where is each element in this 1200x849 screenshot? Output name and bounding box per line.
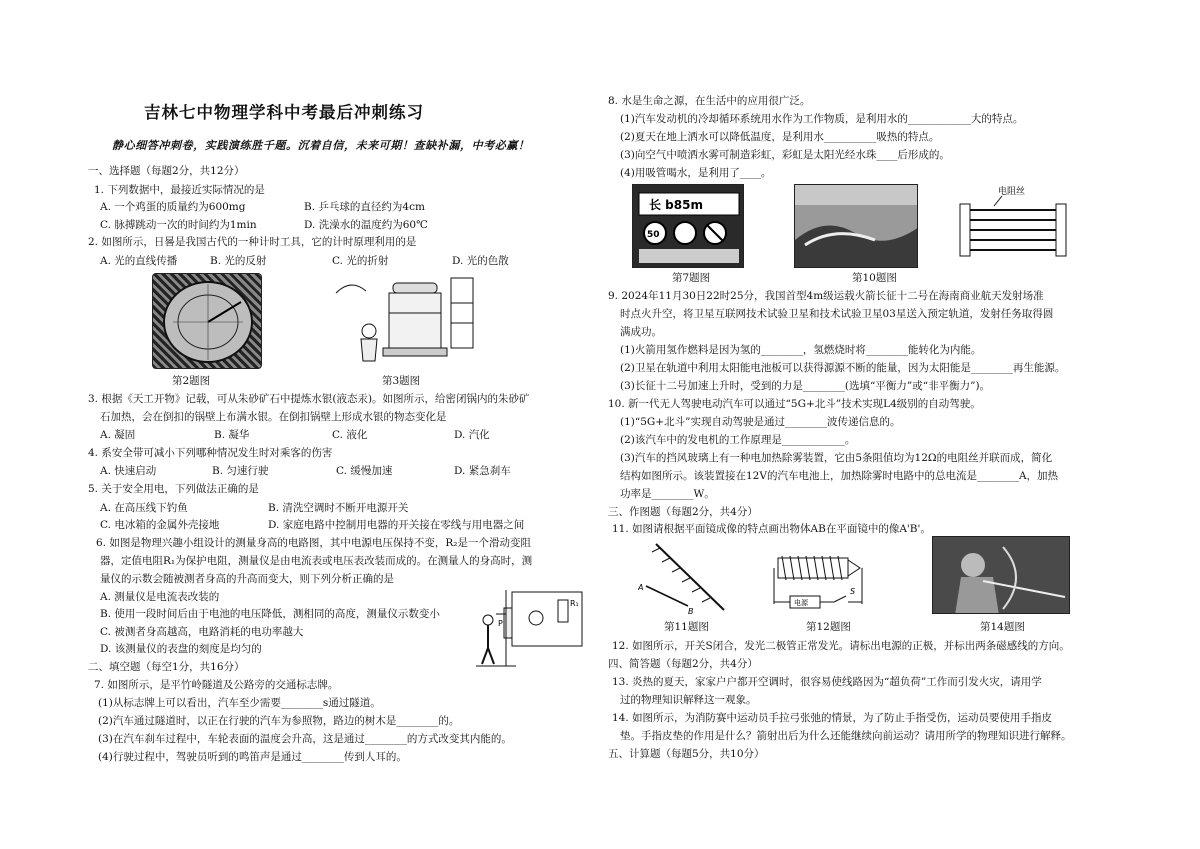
q6-stem-line3: 量仪的示数会随被测者身高的升高而变大，则下列分析正确的是: [100, 573, 394, 585]
q1-option-b: B. 乒乓球的直径约为4cm: [304, 201, 425, 213]
q7-part4: (4)行驶过程中，驾驶员听到的鸣笛声是通过________传到人耳的。: [98, 751, 407, 763]
q10-part3-line3: 功率是________W。: [620, 488, 715, 500]
q9-stem-line1: 9. 2024年11月30日22时25分，我国首型4m级运载火箭长征十二号在海南商业航天发射场准: [608, 290, 1044, 302]
heater-wire-diagram: [954, 184, 1072, 264]
q9-part1: (1)火箭用氢作燃料是因为氢的________，氢燃烧时将________能转化为内能。: [620, 344, 982, 356]
fig3-caption: 第3题图: [382, 375, 421, 387]
q9-stem-line3: 满成功。: [620, 326, 662, 338]
q8-stem: 8. 水是生命之源，在生活中的应用很广泛。: [608, 95, 811, 107]
q6-stem-line2: 器，定值电阻R₁为保护电阻，测量仪是由电流表或电压表改装而成的。在测量人的身高时，测: [100, 555, 533, 567]
q4-option-d: D. 紧急刹车: [454, 465, 511, 477]
q10-stem: 10. 新一代无人驾驶电动汽车可以通过“5G+北斗”技术实现L4级别的自动驾驶。: [608, 398, 981, 410]
q11-stem: 11. 如图请根据平面镜成像的特点画出物体AB在平面镜中的像A'B'。: [612, 523, 931, 535]
q10-part3-line2: 结构如图所示。该装置接在12V的汽车电池上，加热除雾时电路中的总电流是________A，加热: [620, 470, 1059, 482]
q7-part1: (1)从标志牌上可以看出，汽车至少需要________s通过隧道。: [98, 697, 381, 709]
r1-label: R₁: [570, 599, 579, 608]
q8-part2: (2)夏天在地上洒水可以降低温度，是利用水__________吸热的特点。: [620, 131, 940, 143]
point-b-label: B: [688, 607, 694, 614]
section-3-heading: 三、作图题（每题2分，共4分）: [608, 506, 758, 518]
q10-part2: (2)该汽车中的发电机的工作原理是____________。: [620, 434, 856, 446]
solenoid-circuit-diagram: [768, 548, 868, 614]
q2-option-d: D. 光的色散: [452, 255, 509, 267]
q10-part1: (1)“5G+北斗”实现自动驾驶是通过________波传递信息的。: [620, 416, 901, 428]
archery-image: [932, 536, 1070, 614]
q13-stem-line1: 13. 炎热的夏天，家家户户都开空调时，很容易使线路因为“超负荷”工作而引发火灾，请用学: [612, 676, 1042, 688]
q8-part3: (3)向空气中喷洒水雾可制造彩虹，彩虹是太阳光经水珠____后形成的。: [620, 149, 950, 161]
page-title: 吉林七中物理学科中考最后冲刺练习: [144, 103, 424, 122]
q7-stem: 7. 如图所示，是平竹岭隧道及公路旁的交通标志牌。: [94, 679, 339, 691]
q6-option-d: D. 该测量仪的表盘的刻度是均匀的: [100, 643, 262, 655]
section-4-heading: 四、简答题（每题2分，共4分）: [608, 658, 758, 670]
q3-option-a: A. 凝固: [100, 429, 136, 441]
q8-part1: (1)汽车发动机的冷却循环系统用水作为工作物质，是利用水的____________大的特点。: [620, 113, 1024, 125]
section-5-heading: 五、计算题（每题5分，共10分）: [608, 748, 765, 760]
q4-option-c: C. 缓慢加速: [336, 465, 393, 477]
q6-option-b: B. 使用一段时间后由于电池的电压降低，测相同的高度，测量仪示数变小: [100, 608, 440, 620]
fig7-caption: 第7题图: [672, 272, 711, 284]
fig2-caption: 第2题图: [172, 375, 211, 387]
q14-stem-line2: 垫。手指皮垫的作用是什么？箭射出后为什么还能继续向前运动？请用所学的物理知识进行解释。: [620, 730, 1072, 742]
q1-option-c: C. 脉搏跳动一次的时间约为1min: [100, 219, 257, 231]
power-source-label: 电源: [794, 599, 808, 607]
q12-stem: 12. 如图所示，开关S闭合，发光二极管正常发光。请标出电源的正极，并标出两条磁感线的方向。: [612, 640, 1070, 652]
heater-label: 电阻丝: [998, 187, 1026, 197]
q6-option-c: C. 被测者身高越高，电路消耗的电功率越大: [100, 626, 304, 638]
q2-stem: 2. 如图所示，日晷是我国古代的一种计时工具，它的计时原理利用的是: [88, 236, 417, 248]
height-meter-circuit: [476, 586, 588, 672]
section-1-heading: 一、选择题（每题2分，共12分）: [88, 165, 245, 177]
fig12-caption: 第12题图: [806, 621, 851, 633]
fig10-caption: 第10题图: [852, 272, 897, 284]
q2-option-a: A. 光的直线传播: [100, 255, 178, 267]
q4-option-a: A. 快速启动: [100, 465, 157, 477]
q5-option-a: A. 在高压线下钓鱼: [100, 502, 188, 514]
q14-stem-line1: 14. 如图所示，为消防赛中运动员手拉弓张弛的情景，为了防止手指受伤，运动员要使用手指皮: [612, 712, 1053, 724]
q5-option-b: B. 清洗空调时不断开电源开关: [268, 502, 409, 514]
tunnel-length-text: 长 b85m: [649, 198, 703, 212]
q4-option-b: B. 匀速行驶: [212, 465, 269, 477]
q6-option-a: A. 测量仪是电流表改装的: [100, 591, 220, 603]
q3-option-d: D. 汽化: [454, 429, 490, 441]
q3-option-b: B. 凝华: [214, 429, 250, 441]
point-a-label: A: [638, 583, 644, 592]
q8-part4: (4)用吸管喝水，是利用了____。: [620, 167, 772, 179]
q6-stem-line1: 6. 如图是物理兴趣小组设计的测量身高的电路图，其中电源电压保持不变，R₂是一个滑动变阻: [96, 537, 531, 549]
plane-mirror-diagram: [638, 540, 728, 614]
fig11-caption: 第11题图: [664, 621, 709, 633]
q4-stem: 4. 系安全带可减小下列哪种情况发生时对乘客的伤害: [88, 447, 333, 459]
q1-stem: 1. 下列数据中，最接近实际情况的是: [94, 184, 265, 196]
q1-option-a: A. 一个鸡蛋的质量约为600mg: [100, 201, 246, 213]
slider-label: P: [498, 619, 503, 628]
sundial-image: [152, 273, 262, 369]
q5-option-c: C. 电冰箱的金属外壳接地: [100, 519, 220, 531]
speed-limit-text: 50: [647, 230, 660, 240]
q7-part2: (2)汽车通过隧道时，以正在行驶的汽车为参照物，路边的树木是________的。: [98, 715, 460, 727]
q3-stem-line2: 石加热，会在倒扣的锅壁上布满水银。在倒扣锅壁上形成水银的物态变化是: [100, 411, 447, 423]
q9-part2: (2)卫星在轨道中利用太阳能电池板可以获得源源不断的能量，因为太阳能是________再生能源。: [620, 362, 1066, 374]
q9-part3: (3)长征十二号加速上升时，受到的力是________(选填“平衡力”或“非平衡力”)。: [620, 380, 991, 392]
q5-stem: 5. 关于安全用电，下列做法正确的是: [88, 483, 259, 495]
fig14-caption: 第14题图: [980, 621, 1025, 633]
q10-part3-line1: (3)汽车的挡风玻璃上有一种电加热除雾装置，它由5条阻值均为12Ω的电阻丝并联而成，简化: [620, 452, 1053, 464]
switch-label: S: [850, 587, 856, 596]
q3-option-c: C. 液化: [332, 429, 368, 441]
traffic-sign-image: [632, 184, 744, 268]
q1-option-d: D. 洗澡水的温度约为60℃: [304, 219, 428, 231]
q5-option-d: D. 家庭电路中控制用电器的开关接在零线与用电器之间: [268, 519, 525, 531]
q9-stem-line2: 时点火升空，将卫星互联网技术试验卫星和技术试验卫星03星送入预定轨道，发射任务取得圆: [620, 308, 1054, 320]
motto: 静心细答冲刺卷，实践演练胜千题。沉着自信，未来可期！查缺补漏，中考必赢！: [112, 139, 530, 152]
q3-stem-line1: 3. 根据《天工开物》记载，可从朱砂矿石中提炼水银(液态汞)。如图所示，给密闭锅内的朱砂矿: [88, 393, 530, 405]
q2-option-c: C. 光的折射: [332, 255, 389, 267]
q2-option-b: B. 光的反射: [210, 255, 267, 267]
water-spray-image: [794, 184, 918, 268]
q13-stem-line2: 过的物理知识解释这一观象。: [620, 694, 757, 706]
section-2-heading: 二、填空题（每空1分，共16分）: [88, 661, 245, 673]
mercury-refining-image: [331, 273, 481, 369]
q7-part3: (3)在汽车刹车过程中，车轮表面的温度会升高，这是通过________的方式改变其内能的。: [98, 733, 512, 745]
